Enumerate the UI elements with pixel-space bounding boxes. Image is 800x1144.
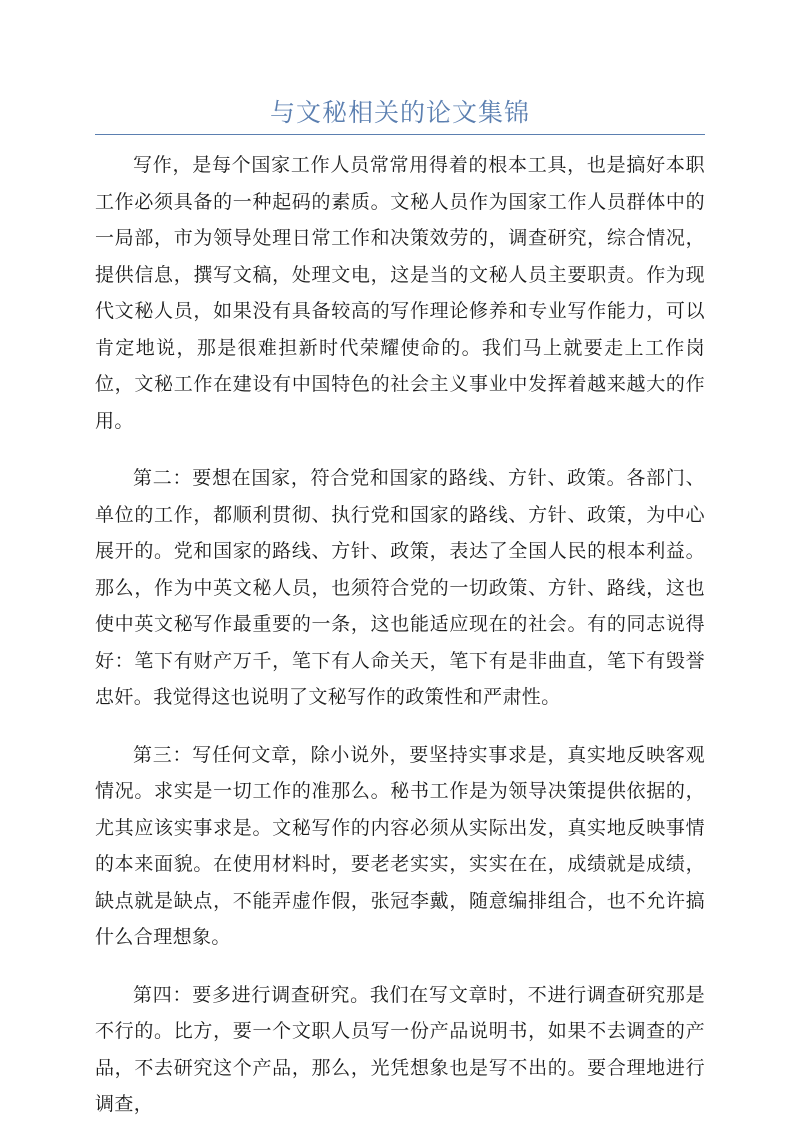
paragraph-3: 第三：写任何文章，除小说外，要坚持实事求是，真实地反映客观情况。求实是一切工作的准那么。秘书工作是为领导决策提供依据的，尤其应该实事求是。文秘写作的内容必须从实际出发，真实地反映事情的本来面貌。在使用材料时，要老老实实，实实在在，成绩就是成绩，缺点就是缺点，不能弄虚作假，张冠李戴，随意编排组合，也不允许搞什么合理想象。 — [95, 743, 705, 948]
paragraph-4: 第四：要多进行调查研究。我们在写文章时，不进行调查研究那是不行的。比方，要一个文职人员写一份产品说明书，如果不去调查的产品，不去研究这个产品，那么，光凭想象也是写不出的。要合理地进行调查， — [95, 983, 705, 1115]
paragraph-2: 第二：要想在国家，符合党和国家的路线、方针、政策。各部门、单位的工作，都顺利贯彻、执行党和国家的路线、方针、政策，为中心展开的。党和国家的路线、方针、政策，表达了全国人民的根本利益。那么，作为中英文秘人员，也须符合党的一切政策、方针、路线，这也使中英文秘写作最重要的一条，这也能适应现在的社会。有的同志说得好：笔下有财产万千，笔下有人命关天，笔下有是非曲直，笔下有毁誉忠奸。我觉得这也说明了文秘写作的政策性和严肃性。 — [95, 467, 705, 708]
document-body — [95, 147, 705, 1144]
title-underline — [95, 134, 705, 135]
document-title: 与文秘相关的论文集锦 — [269, 98, 530, 127]
paragraph-1: 写作，是每个国家工作人员常常用得着的根本工具，也是搞好本职工作必须具备的一种起码的素质。文秘人员作为国家工作人员群体中的一局部，市为领导处理日常工作和决策效劳的，调查研究，综合情况，提供信息，撰写文稿，处理文电，这是当的文秘人员主要职责。作为现代文秘人员，如果没有具备较高的写作理论修养和专业写作能力，可以肯定地说，那是很难担新时代荣耀使命的。我们马上就要走上工作岗位，文秘工作在建设有中国特色的社会主义事业中发挥着越来越大的作用。 — [95, 154, 705, 432]
